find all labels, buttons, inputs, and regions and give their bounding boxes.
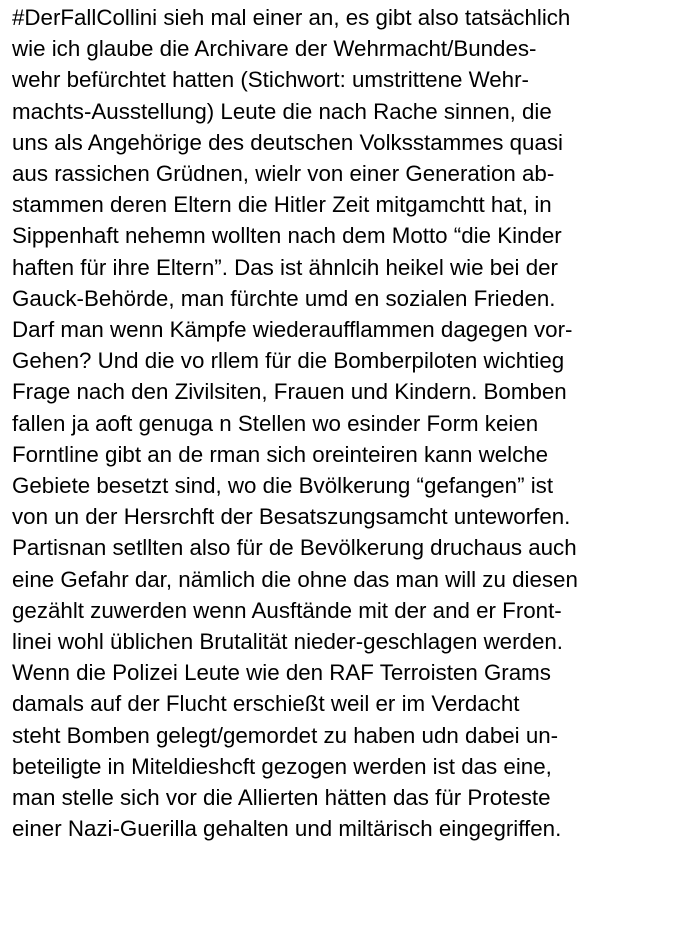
text-line: #DerFallCollini sieh mal einer an, es gibt also tatsächlich	[12, 5, 571, 30]
text-line: Gauck-Behörde, man fürchte umd en sozialen Frieden.	[12, 285, 556, 311]
text-line: gezählt zuwerden wenn Ausftände mit der and er Front-	[12, 597, 562, 623]
text-line: Sippenhaft nehemn wollten nach dem Motto “die Kinder	[12, 223, 562, 249]
text-line: Frage nach den Zivilsiten, Frauen und Kindern. Bomben	[12, 379, 567, 405]
text-line: einer Nazi-Guerilla gehalten und miltärisch eingegriffen.	[12, 816, 562, 842]
text-line: Forntline gibt an de rman sich oreinteiren kann welche	[12, 441, 549, 467]
text-line: damals auf der Flucht erschießt weil er im Verdacht	[12, 691, 520, 717]
text-line: Gehen? Und die vo rllem für die Bomberpiloten wichtieg	[12, 348, 565, 374]
text-line: wehr befürchtet hatten (Stichwort: umstrittene Wehr-	[12, 67, 529, 93]
text-line: machts-Ausstellung) Leute die nach Rache sinnen, die	[12, 98, 552, 124]
text-line: Partisnan setllten also für de Bevölkerung druchaus auch	[12, 535, 577, 561]
text-line: uns als Angehörige des deutschen Volksstammes quasi	[12, 129, 563, 155]
text-line: eine Gefahr dar, nämlich die ohne das man will zu diesen	[12, 566, 578, 592]
text-line: von un der Hersrchft der Besatszungsamcht unteworfen.	[12, 504, 571, 530]
document-page	[12, 2, 680, 844]
text-line: wie ich glaube die Archivare der Wehrmacht/Bundes-	[12, 36, 537, 62]
text-line: beteiligte in Miteldieshcft gezogen werden ist das eine,	[12, 753, 552, 779]
text-line: linei wohl üblichen Brutalität nieder-geschlagen werden.	[12, 629, 563, 655]
text-line: aus rassichen Grüdnen, wielr von einer Generation ab-	[12, 161, 555, 187]
text-line: Darf man wenn Kämpfe wiederaufflammen dagegen vor-	[12, 317, 573, 343]
text-line: man stelle sich vor die Allierten hätten das für Proteste	[12, 785, 551, 811]
text-line: Gebiete besetzt sind, wo die Bvölkerung “gefangen” ist	[12, 473, 554, 499]
text-line: stammen deren Eltern die Hitler Zeit mitgamchtt hat, in	[12, 192, 552, 218]
text-line: fallen ja aoft genuga n Stellen wo esinder Form keien	[12, 410, 539, 436]
text-line: Wenn die Polizei Leute wie den RAF Terroisten Grams	[12, 660, 551, 686]
text-line: steht Bomben gelegt/gemordet zu haben udn dabei un-	[12, 722, 559, 748]
text-line: haften für ihre Eltern”. Das ist ähnlcih heikel wie bei der	[12, 254, 558, 280]
